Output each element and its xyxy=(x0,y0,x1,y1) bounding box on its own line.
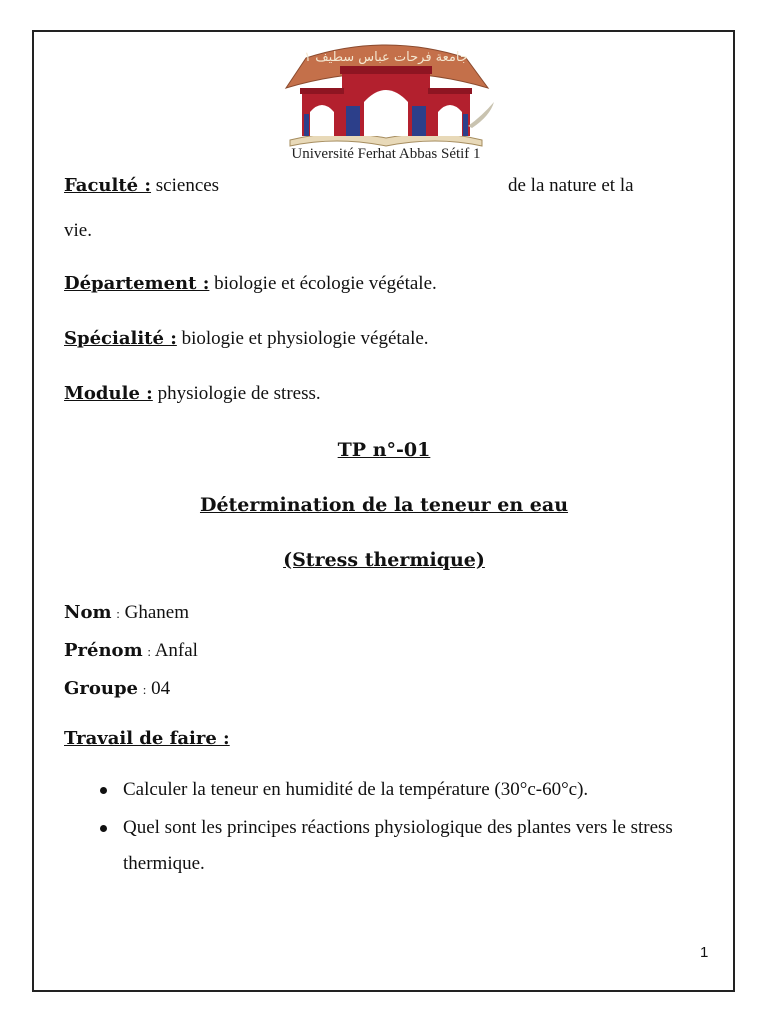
groupe-label: Groupe xyxy=(64,678,138,699)
prenom-label: Prénom xyxy=(64,640,143,661)
groupe-line xyxy=(64,678,170,700)
module-label: Module : xyxy=(64,383,153,404)
departement-label: Département : xyxy=(64,273,210,294)
specialite-label: Spécialité : xyxy=(64,328,177,349)
faculte-label: Faculté : xyxy=(64,175,152,196)
subtitle: (Stress thermique) xyxy=(283,549,485,571)
tp-title: TP n°-01 xyxy=(337,439,431,461)
prenom-line xyxy=(64,640,198,662)
faculte-value: sciences xyxy=(155,175,220,196)
travail-label: Travail de faire : xyxy=(64,728,230,749)
module-value: physiologie de stress. xyxy=(157,383,321,404)
prenom-separator: : xyxy=(147,644,151,659)
task-item: Calculer la teneur en humidité de la température (30°c-60°c). xyxy=(96,772,676,808)
specialite-line xyxy=(64,328,429,350)
travail-line xyxy=(64,728,230,750)
prenom-value: Anfal xyxy=(154,640,198,661)
logo-arabic-text: جامعة فرحات عباس سطيف ١ xyxy=(304,50,468,65)
groupe-value: 04 xyxy=(151,678,171,699)
nom-label: Nom xyxy=(64,602,112,623)
subject-title: Détermination de la teneur en eau xyxy=(199,494,569,516)
module-line xyxy=(64,383,321,405)
nom-separator: : xyxy=(116,606,120,621)
groupe-separator: : xyxy=(142,682,147,697)
task-item: Quel sont les principes réactions physiologique des plantes vers le stress thermique. xyxy=(96,810,676,882)
faculte-value-continued: de la nature et la xyxy=(508,175,634,196)
nom-line xyxy=(64,602,189,624)
university-name: Université Ferhat Abbas Sétif 1 xyxy=(291,146,481,162)
departement-line xyxy=(64,273,437,295)
departement-value: biologie et écologie végétale. xyxy=(214,273,437,294)
task-list xyxy=(96,772,676,884)
faculte-value-end: vie. xyxy=(64,220,92,241)
page-number: 1 xyxy=(700,944,709,961)
nom-value: Ghanem xyxy=(124,602,190,623)
faculte-line xyxy=(64,175,219,197)
specialite-value: biologie et physiologie végétale. xyxy=(181,328,429,349)
